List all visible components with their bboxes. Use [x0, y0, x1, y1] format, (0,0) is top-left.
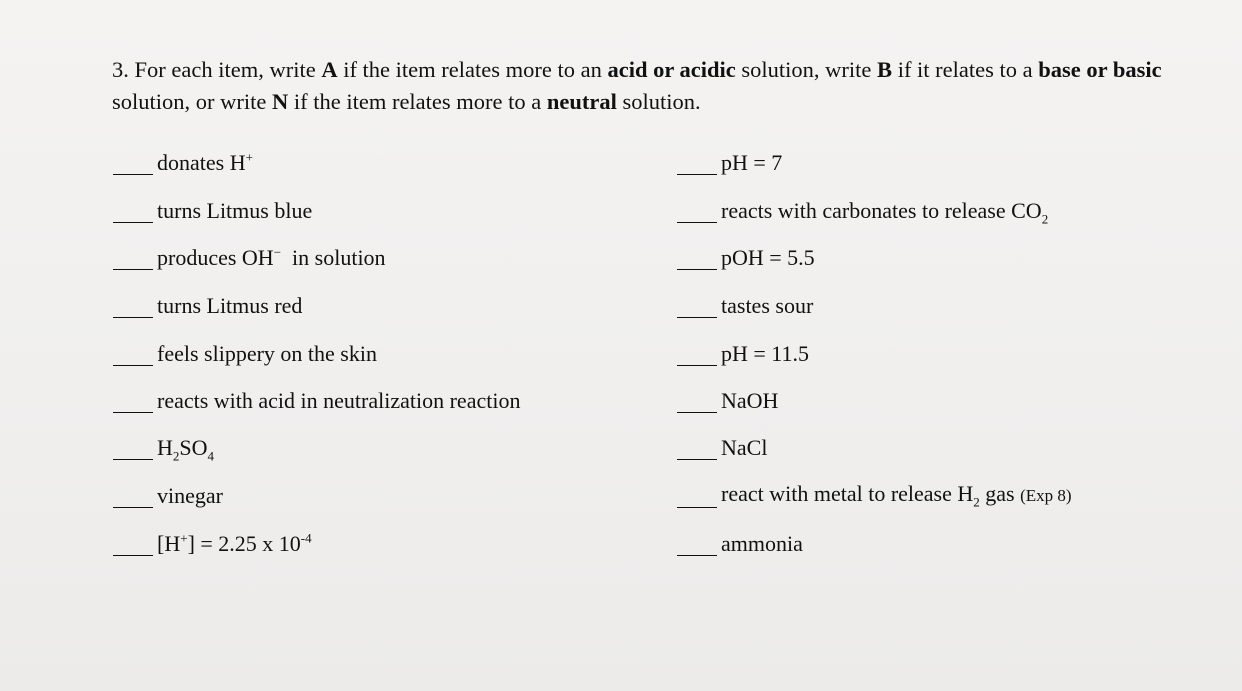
answer-blank[interactable]: [113, 343, 153, 366]
instruction-text: solution, write: [735, 57, 878, 82]
item-label: [721, 389, 778, 413]
answer-blank[interactable]: [113, 247, 153, 270]
right-item-6: [677, 383, 778, 413]
item-label: [721, 482, 1072, 508]
item-text: vinegar: [157, 483, 223, 508]
item-label: [721, 294, 813, 318]
right-item-9: [677, 526, 803, 556]
right-item-1: [677, 145, 782, 175]
superscript: −: [273, 244, 282, 260]
item-text: pH = 11.5: [721, 341, 809, 366]
instruction-text: For each item, write: [134, 57, 322, 82]
instruction-text: solution.: [616, 89, 701, 114]
item-label: [157, 246, 386, 270]
item-text: gas: [979, 481, 1021, 506]
item-label: [157, 532, 312, 556]
instruction-emphasis: A: [321, 57, 338, 82]
right-item-7: [677, 430, 767, 460]
subscript: 4: [207, 448, 215, 464]
item-text: feels slippery on the skin: [157, 341, 377, 366]
left-item-5: [113, 336, 377, 366]
instruction-emphasis: base or basic: [1038, 57, 1162, 82]
instruction-emphasis: B: [877, 57, 893, 82]
instruction-emphasis: N: [271, 89, 289, 114]
left-item-4: [113, 288, 302, 318]
instruction-text: if the item relates more to a: [288, 89, 547, 114]
answer-blank[interactable]: [113, 390, 153, 413]
item-text: NaCl: [721, 435, 768, 460]
left-item-9: [113, 526, 312, 556]
answer-blank[interactable]: [677, 343, 717, 366]
right-item-8: [677, 478, 1072, 508]
item-label: [721, 342, 809, 366]
answer-blank[interactable]: [113, 152, 153, 175]
item-text: tastes sour: [721, 293, 814, 318]
item-label: [157, 484, 223, 508]
item-text: pOH = 5.5: [721, 245, 815, 270]
item-label: [157, 389, 520, 413]
item-text: (Exp 8): [1020, 486, 1072, 505]
answer-blank[interactable]: [113, 295, 153, 318]
item-text: pH = 7: [721, 150, 783, 175]
item-text: turns Litmus blue: [157, 198, 313, 223]
item-label: [721, 151, 782, 175]
instruction-emphasis: acid or acidic: [607, 57, 736, 82]
item-text: produces OH: [157, 245, 274, 270]
item-text: reacts with carbonates to release CO: [721, 198, 1042, 223]
right-item-3: [677, 240, 815, 270]
question-number: 3.: [112, 57, 135, 82]
item-text: [H: [157, 531, 181, 556]
answer-blank[interactable]: [677, 437, 717, 460]
left-item-7: [113, 430, 215, 464]
item-text: react with metal to release H: [721, 481, 974, 506]
question-instructions: [112, 54, 1172, 118]
item-label: [157, 435, 215, 464]
item-text: donates H: [157, 150, 246, 175]
item-text: ammonia: [721, 531, 803, 556]
item-text: NaOH: [721, 388, 779, 413]
item-text: turns Litmus red: [157, 293, 303, 318]
subscript: 2: [1041, 211, 1049, 227]
item-label: [157, 151, 253, 175]
item-text: ] = 2.25 x 10: [187, 531, 301, 556]
left-item-3: [113, 240, 386, 270]
left-item-8: [113, 478, 223, 508]
instruction-text: solution, or write: [112, 89, 272, 114]
right-item-2: [677, 193, 1049, 227]
answer-blank[interactable]: [677, 247, 717, 270]
item-label: [721, 532, 803, 556]
answer-blank[interactable]: [677, 485, 717, 508]
answer-blank[interactable]: [113, 485, 153, 508]
answer-blank[interactable]: [677, 390, 717, 413]
right-item-5: [677, 336, 809, 366]
left-item-6: [113, 383, 520, 413]
item-label: [721, 246, 815, 270]
subscript: 2: [172, 448, 180, 464]
item-label: [157, 342, 377, 366]
item-text: reacts with acid in neutralization reaction: [157, 388, 521, 413]
answer-blank[interactable]: [677, 533, 717, 556]
left-item-2: [113, 193, 312, 223]
answer-blank[interactable]: [113, 533, 153, 556]
answer-blank[interactable]: [677, 295, 717, 318]
superscript: -4: [300, 530, 312, 546]
item-text: in solution: [281, 245, 386, 270]
item-text: H: [157, 435, 173, 460]
answer-blank[interactable]: [677, 152, 717, 175]
subscript: 2: [973, 494, 980, 510]
item-label: [157, 199, 312, 223]
answer-blank[interactable]: [113, 200, 153, 223]
item-text: SO: [179, 435, 208, 460]
instruction-text: if the item relates more to an: [337, 57, 608, 82]
instruction-emphasis: neutral: [546, 89, 617, 114]
item-label: [721, 198, 1049, 227]
item-label: [721, 436, 767, 460]
right-item-4: [677, 288, 813, 318]
answer-blank[interactable]: [677, 200, 717, 223]
item-label: [157, 294, 302, 318]
answer-blank[interactable]: [113, 437, 153, 460]
superscript: +: [245, 149, 253, 165]
superscript: +: [180, 530, 188, 546]
instruction-text: if it relates to a: [892, 57, 1039, 82]
left-item-1: [113, 145, 253, 175]
